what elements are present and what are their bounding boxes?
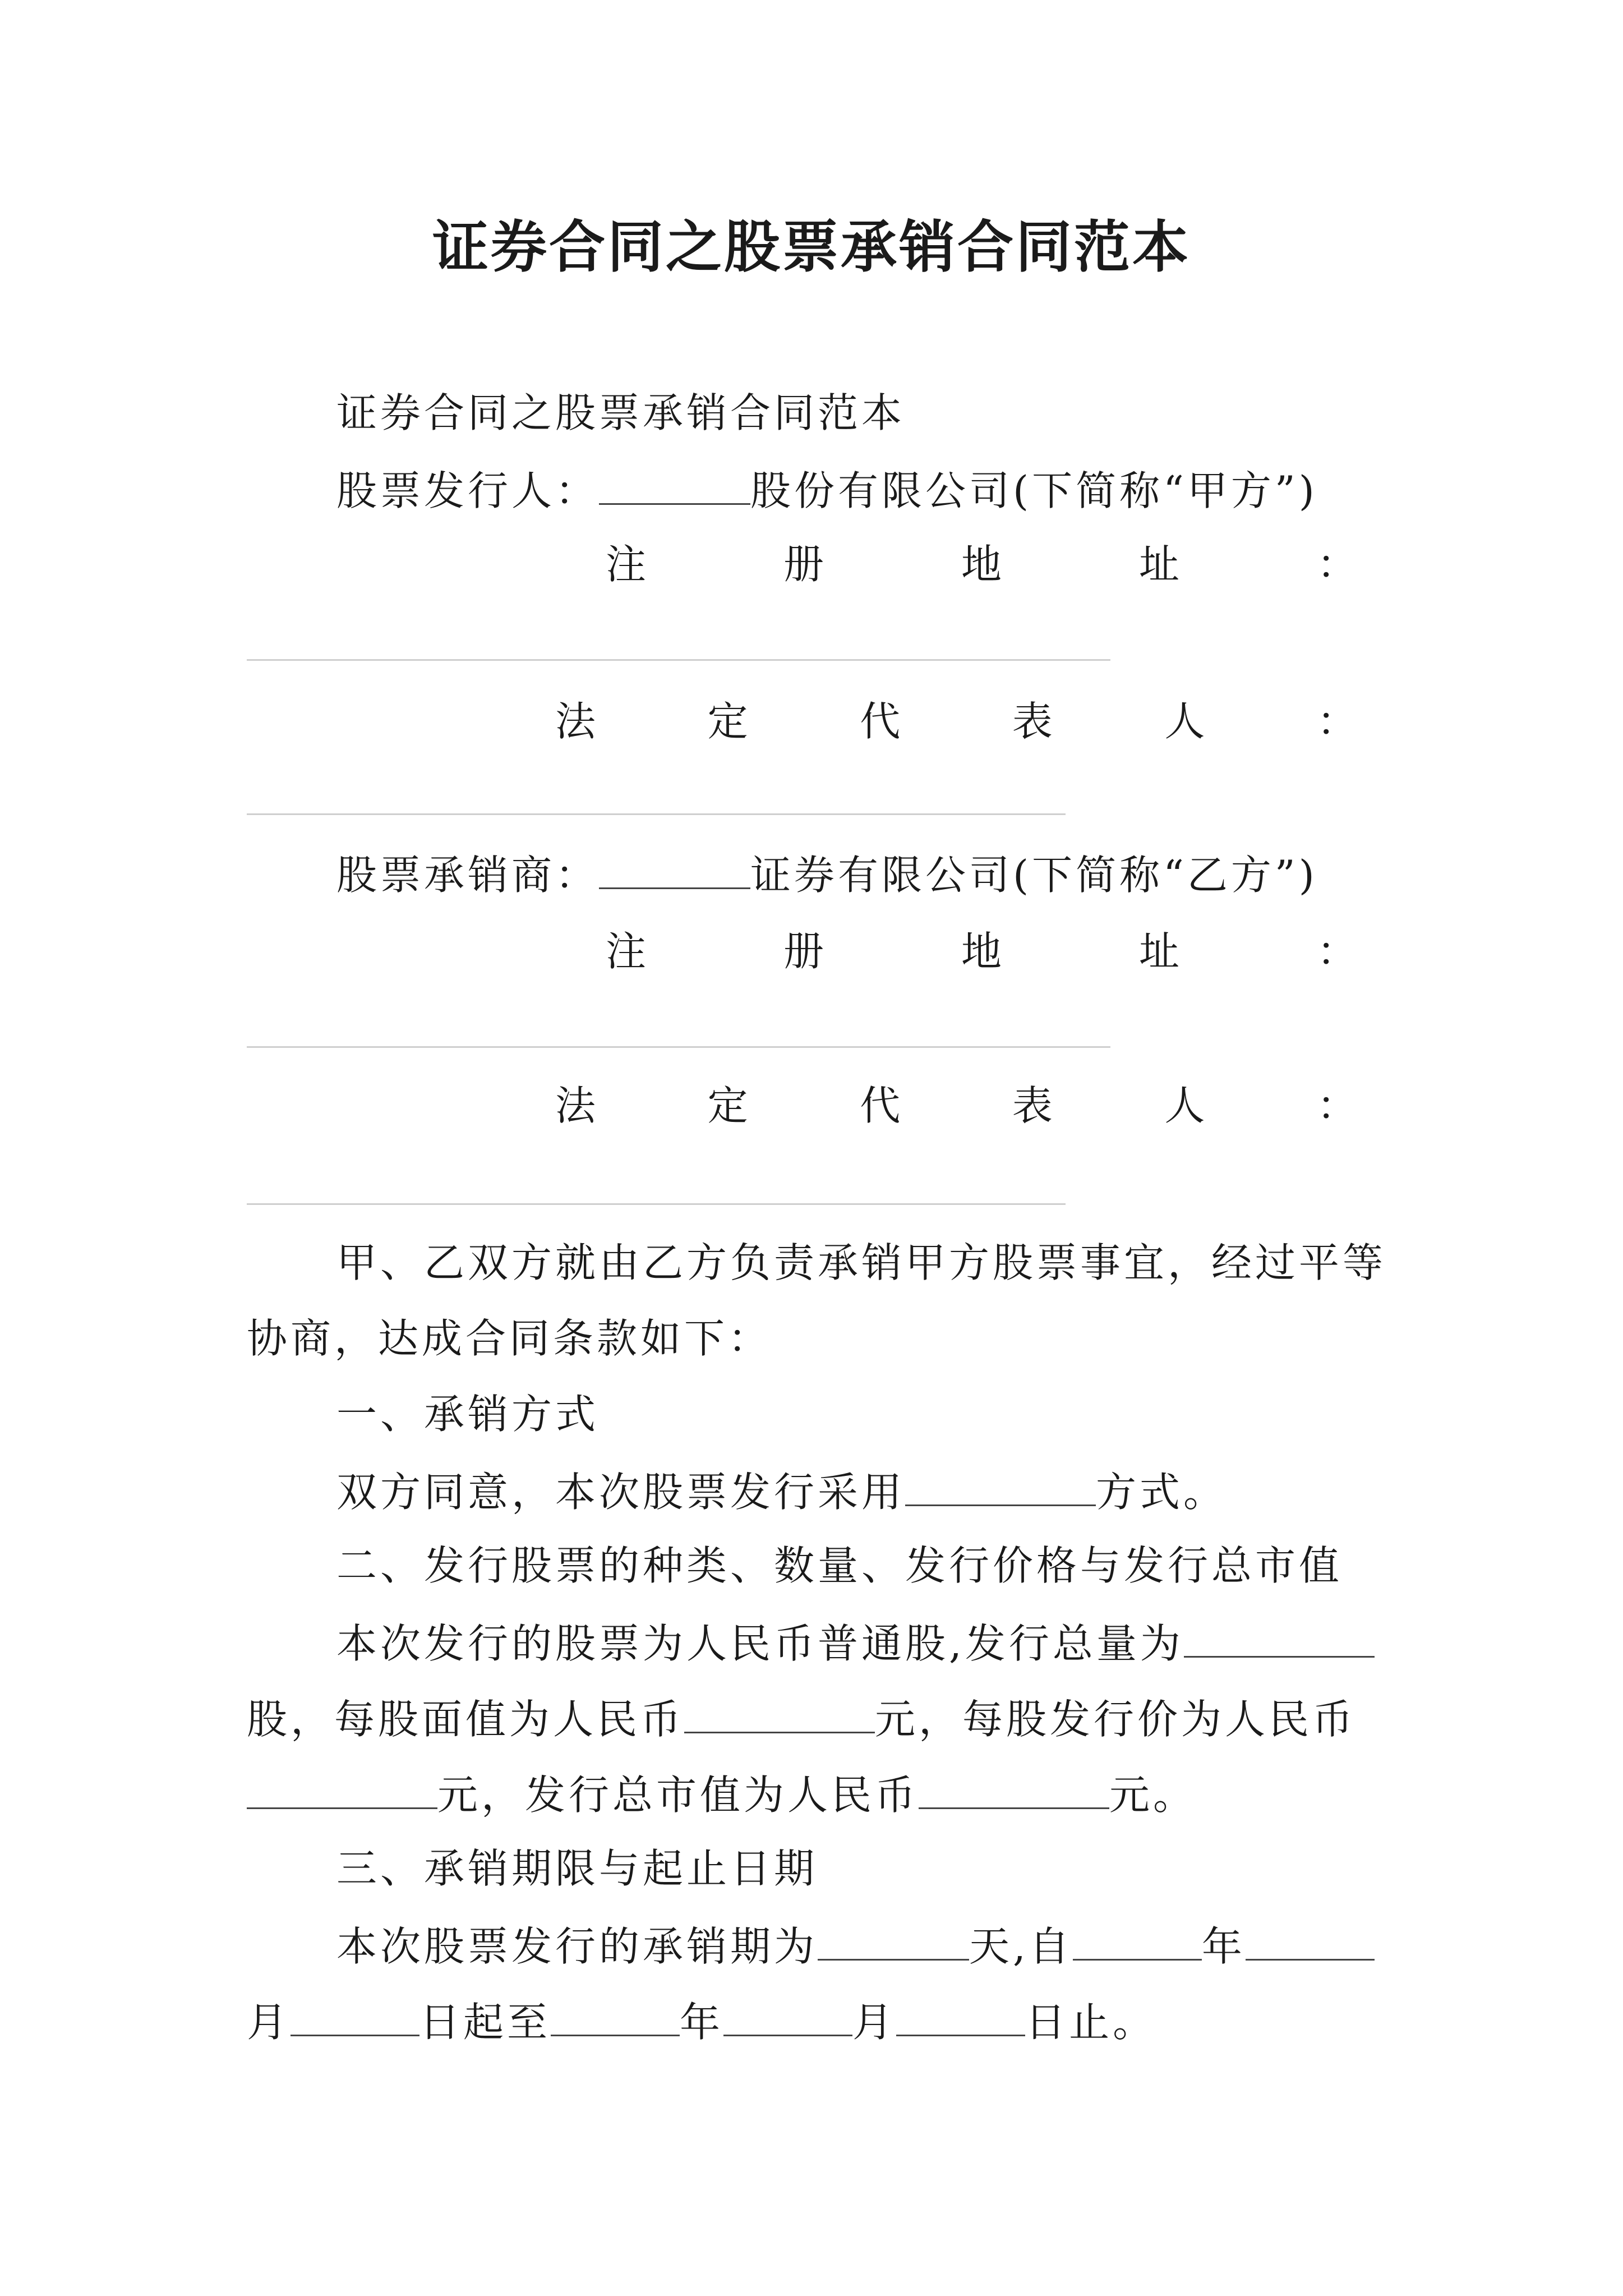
- issuer-suffix: 股份有限公司(下简称“甲方”): [750, 467, 1318, 514]
- issuer-address-blank: [247, 659, 1110, 661]
- addr-char: 地: [961, 541, 1002, 588]
- addr-char: 注: [606, 928, 647, 975]
- section-2-line-2-b: 元，每股发行价为人民币: [875, 1696, 1357, 1743]
- underwriter-suffix: 证券有限公司(下简称“乙方”): [750, 852, 1318, 899]
- addr-char: 址: [1138, 541, 1179, 588]
- section-2-line-3: [247, 1772, 1197, 1819]
- underwriter-address-blank: [247, 1046, 1110, 1048]
- addr-char: 册: [783, 541, 824, 588]
- section-2-line-1: [336, 1620, 1375, 1667]
- rep-char: 定: [707, 1082, 748, 1129]
- issuer-line: [336, 467, 1318, 514]
- end-month-blank: [723, 2000, 852, 2036]
- issuer-address-label: [606, 541, 1357, 588]
- section-3-line-2-c: 年: [680, 1999, 724, 2046]
- issuer-rep-label: [555, 698, 1357, 745]
- issue-price-blank: [247, 1773, 437, 1809]
- section-1-text-a: 双方同意，本次股票发行采用: [336, 1469, 906, 1516]
- section-3-line-2: [247, 1999, 1157, 2046]
- document-title: 证券合同之股票承销合同范本: [432, 214, 1191, 280]
- start-year-blank: [1073, 1924, 1202, 1961]
- issuer-label: 股票发行人：: [336, 467, 600, 514]
- section-2-line-2-a: 股，每股面值为人民币: [247, 1696, 685, 1743]
- total-shares-blank: [1184, 1621, 1375, 1658]
- addr-char: 地: [961, 928, 1002, 975]
- underwriter-address-label: [606, 928, 1357, 975]
- rep-char: ：: [1316, 1082, 1357, 1129]
- issuer-name-blank: [599, 468, 750, 505]
- total-value-blank: [919, 1773, 1109, 1809]
- section-3-line-2-a: 月: [247, 1999, 291, 2046]
- addr-char: 册: [783, 928, 824, 975]
- rep-char: 表: [1012, 1082, 1053, 1129]
- days-blank: [818, 1924, 969, 1961]
- rep-char: 人: [1164, 698, 1205, 745]
- section-2-heading: 二、发行股票的种类、数量、发行价格与发行总市值: [336, 1542, 1343, 1589]
- section-3-line-1-a: 本次股票发行的承销期为: [336, 1923, 818, 1970]
- start-day-blank: [291, 2000, 419, 2036]
- issuer-rep-blank: [247, 813, 1066, 815]
- section-2-line-1-text: 本次发行的股票为人民币普通股,发行总量为: [336, 1620, 1184, 1667]
- section-1-heading: 一、承销方式: [336, 1391, 600, 1438]
- subtitle: 证券合同之股票承销合同范本: [336, 389, 906, 436]
- underwriter-name-blank: [599, 853, 750, 889]
- end-year-blank: [551, 2000, 680, 2036]
- section-2-line-3-a: 元，发行总市值为人民币: [437, 1772, 919, 1819]
- par-value-blank: [684, 1697, 875, 1733]
- underwriter-label: 股票承销商：: [336, 852, 600, 899]
- addr-char: 注: [606, 541, 647, 588]
- section-3-line-1-b: 天,自: [969, 1923, 1073, 1970]
- section-2-line-2: [247, 1696, 1357, 1743]
- rep-char: 定: [707, 698, 748, 745]
- section-3-line-1-c: 年: [1201, 1923, 1246, 1970]
- addr-char: 址: [1138, 928, 1179, 975]
- addr-char: ：: [1316, 928, 1357, 975]
- underwriter-line: [336, 852, 1318, 899]
- underwriter-rep-label: [555, 1082, 1357, 1129]
- section-3-line-2-d: 月: [852, 1999, 897, 2046]
- rep-char: 表: [1012, 698, 1053, 745]
- method-blank: [905, 1470, 1096, 1506]
- intro-line-1: 甲、乙双方就由乙方负责承销甲方股票事宜，经过平等: [336, 1239, 1387, 1286]
- section-3-line-2-b: 日起至: [419, 1999, 551, 2046]
- intro-line-2: 协商，达成合同条款如下：: [247, 1315, 772, 1362]
- rep-char: 人: [1164, 1082, 1205, 1129]
- start-month-blank: [1246, 1924, 1375, 1961]
- rep-char: 代: [860, 1082, 901, 1129]
- end-day-blank: [896, 2000, 1025, 2036]
- section-3-line-2-e: 日止。: [1025, 1999, 1157, 2046]
- rep-char: ：: [1316, 698, 1357, 745]
- rep-char: 代: [860, 698, 901, 745]
- section-2-line-3-b: 元。: [1109, 1772, 1197, 1819]
- addr-char: ：: [1316, 541, 1357, 588]
- section-1-text: [336, 1469, 1228, 1516]
- section-3-line-1: [336, 1923, 1375, 1970]
- section-1-text-b: 方式。: [1096, 1469, 1228, 1516]
- underwriter-rep-blank: [247, 1203, 1066, 1205]
- section-3-heading: 三、承销期限与起止日期: [336, 1845, 818, 1892]
- rep-char: 法: [555, 1082, 596, 1129]
- rep-char: 法: [555, 698, 596, 745]
